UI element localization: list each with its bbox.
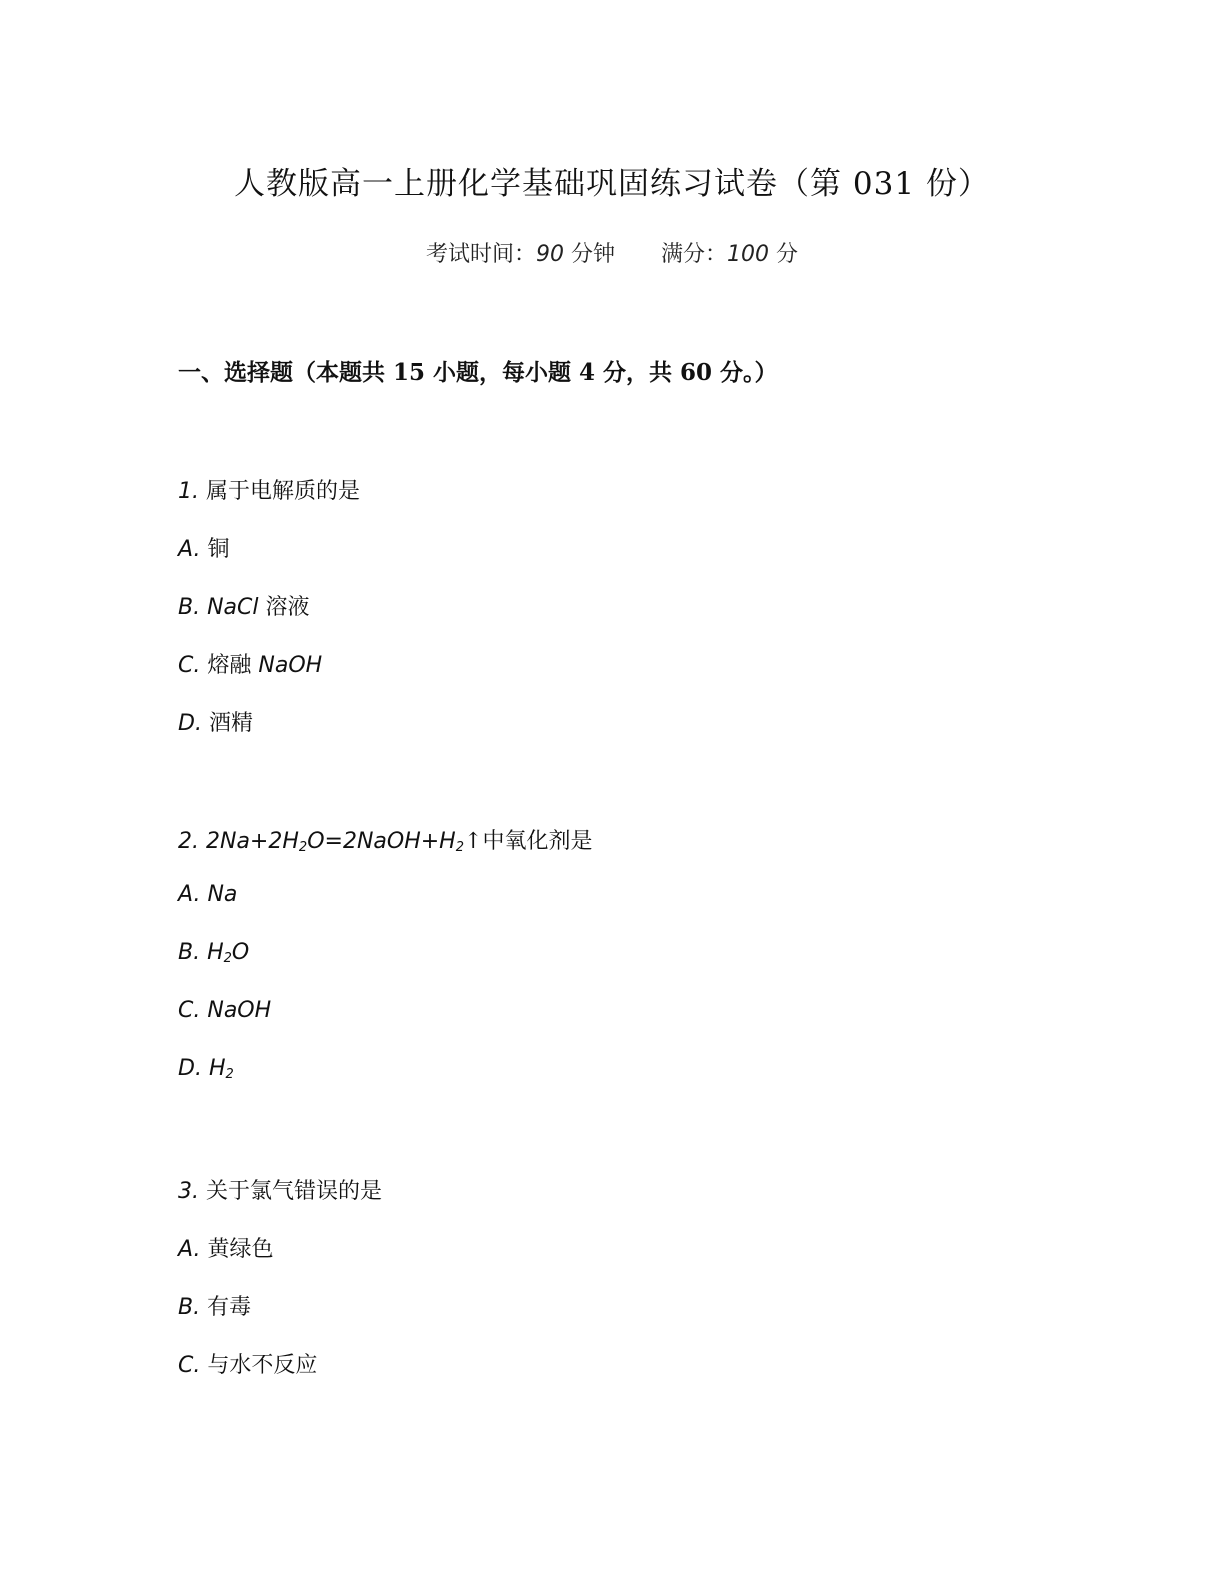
question-stem: 中氧化剂是 (482, 829, 593, 854)
option-letter: C. (178, 1353, 201, 1378)
option-letter: A. (178, 882, 201, 907)
option-text: 黄绿色 (207, 1237, 274, 1262)
question-2 (178, 824, 592, 855)
subscript: 2 (225, 1067, 234, 1082)
option-letter: A. (178, 537, 201, 562)
option-letter: B. (178, 940, 201, 965)
option-letter: B. (178, 595, 201, 620)
score-label: 满分： (661, 242, 728, 267)
exam-info (0, 237, 1224, 268)
equation-part: O=2NaOH+H (307, 829, 456, 854)
q1-option-b (178, 590, 310, 621)
option-letter: C. (178, 998, 201, 1023)
option-text: 与水不反应 (207, 1353, 318, 1378)
question-number: 2. (178, 829, 199, 854)
formula-part: H (208, 1056, 226, 1081)
option-letter: C. (178, 653, 201, 678)
option-letter: D. (178, 1056, 202, 1081)
section-heading: 一、选择题（本题共 15 小题，每小题 4 分，共 60 分。） (178, 359, 778, 386)
q2-option-c (178, 998, 271, 1023)
subscript: 2 (455, 840, 465, 855)
score-unit: 分 (776, 242, 799, 267)
equation (206, 829, 464, 854)
q2-option-d (178, 1056, 234, 1082)
q1-option-c (178, 648, 322, 679)
question-stem: 关于氯气错误的是 (206, 1179, 383, 1204)
option-text: 酒精 (208, 711, 253, 736)
question-3 (178, 1174, 382, 1205)
gas-arrow: ↑ (464, 829, 483, 854)
option-formula: NaOH (258, 653, 323, 678)
subscript: 2 (298, 840, 308, 855)
option-formula (209, 1056, 234, 1081)
subscript: 2 (223, 951, 232, 966)
option-formula (207, 940, 249, 965)
option-letter: B. (178, 1295, 201, 1320)
option-text: 铜 (207, 537, 230, 562)
time-value: 90 (535, 242, 564, 267)
q2-option-a (178, 882, 237, 907)
question-number: 1. (178, 479, 199, 504)
question-stem: 属于电解质的是 (206, 479, 361, 504)
formula-part: O (231, 940, 250, 965)
time-label: 考试时间： (425, 242, 536, 267)
option-formula: Na (207, 882, 238, 907)
formula-part: H (207, 940, 224, 965)
q1-option-d (178, 706, 253, 737)
option-letter: A. (178, 1237, 201, 1262)
option-text: 溶液 (265, 595, 310, 620)
question-number: 3. (178, 1179, 199, 1204)
score-value: 100 (727, 242, 770, 267)
option-text: 有毒 (207, 1295, 252, 1320)
option-letter: D. (178, 711, 202, 736)
q3-option-b (178, 1290, 251, 1321)
time-unit: 分钟 (570, 242, 615, 267)
option-formula: NaCl (207, 595, 259, 620)
q2-option-b (178, 940, 249, 966)
option-text: 熔融 (207, 653, 252, 678)
option-formula: NaOH (207, 998, 272, 1023)
exam-title: 人教版高一上册化学基础巩固练习试卷（第 031 份） (234, 166, 990, 202)
equation-part: 2Na+2H (206, 829, 299, 854)
q3-option-a (178, 1232, 273, 1263)
q1-option-a (178, 532, 229, 563)
q3-option-c (178, 1348, 317, 1379)
question-1 (178, 474, 360, 505)
